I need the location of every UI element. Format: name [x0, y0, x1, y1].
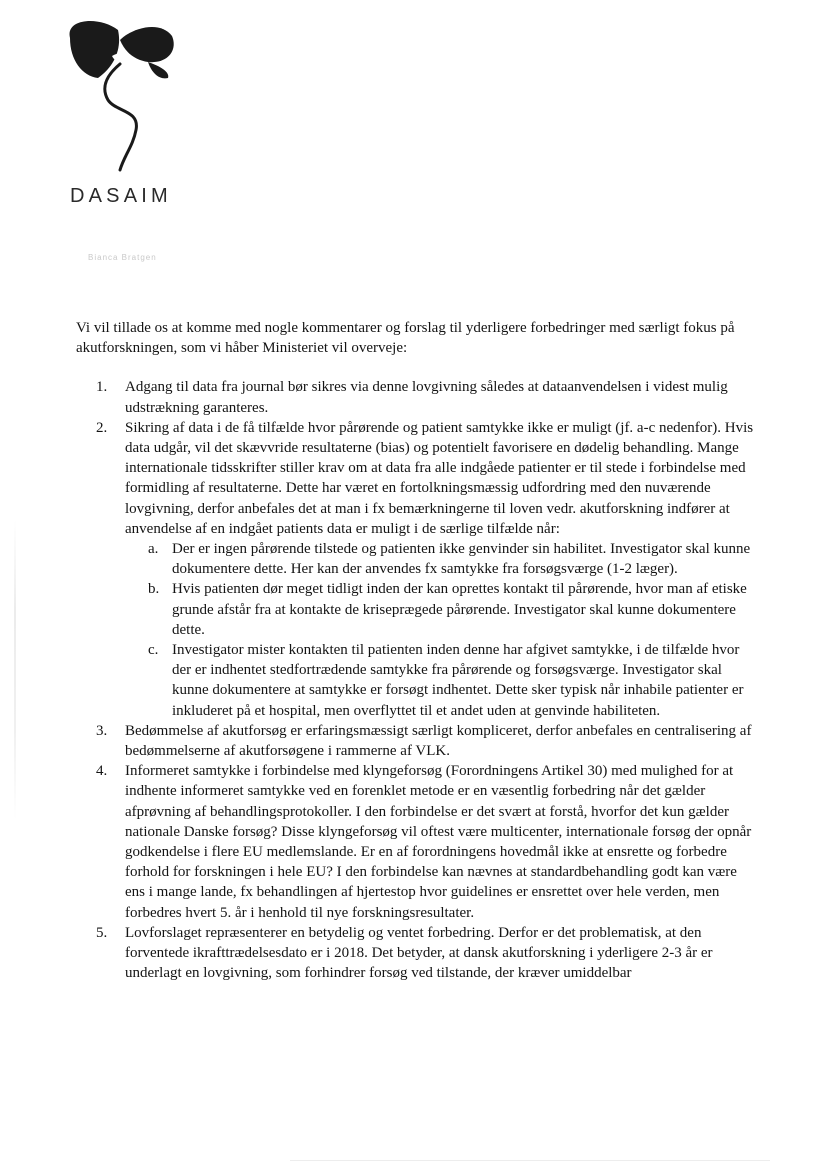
intro-paragraph: Vi vil tillade os at komme med nogle kommentarer og forslag til yderligere forbedringer med særligt fokus på akutforskningen, som vi håber Ministeriet vil overveje:: [76, 320, 735, 357]
sub-item-text: Hvis patienten dør meget tidligt inden der kan oprettes kontakt til pårørende, hvor man af etiske grunde afstår fra at kontakte de kriseprægede pårørende. Investigator skal kunne dokumentere dette.: [172, 581, 747, 638]
list-item: [76, 418, 756, 721]
list-item: [76, 761, 756, 923]
sub-list: [125, 539, 756, 721]
item-number: 5.: [96, 924, 108, 941]
scan-edge-line: [290, 1160, 770, 1161]
list-item: [76, 923, 756, 984]
sub-item-text: Investigator mister kontakten til patienten inden denne har afgivet samtykke, i de tilfælde hvor der er indhentet stedfortrædende samtykke fra pårørende og forsøgsværge. Investigator skal kunne dokumentere at samtykke er forsøgt indhentet. Dette sker typisk når inhabile patienter er inkluderet på et hospital, men overflyttet til et andet uden at genvinde habiliteten.: [172, 642, 744, 719]
item-text: Lovforslaget repræsenterer en betydelig og ventet forbedring. Derfor er det problematisk, at den forventede ikrafttrædelsesdato er i 2018. Det betyder, at dansk akutforskning i yderligere 2-3 år er underlagt en lovgivning, som forhindrer forsøg ved tilstande, der kræver umiddelbar: [125, 924, 713, 982]
sub-item-letter: a.: [148, 541, 159, 558]
item-number: 3.: [96, 722, 108, 739]
item-text: Adgang til data fra journal bør sikres via denne lovgivning således at dataanvendelsen i videst mulig udstrækning garanteres.: [125, 379, 728, 416]
logo-wordmark: DASAIM: [70, 185, 172, 207]
item-text: Bedømmelse af akutforsøg er erfaringsmæssigt særligt kompliceret, derfor anbefales en centralisering af bedømmelserne af akutforsøgene i rammerne af VLK.: [125, 722, 752, 760]
sub-list-item: [125, 539, 756, 579]
item-number: 4.: [96, 763, 108, 780]
item-text: Sikring af data i de få tilfælde hvor pårørende og patient samtykke ikke er muligt (jf. a-c nedenfor). Hvis data udgår, vil det skævvride resultaterne (bias) og potentielt favorisere en dødelig behandling. Mange internationale tidsskrifter stiller krav om at data fra alle indgåede patienter er til stede i forbindelse med formidling af resultaterne. Dette har været en fortolkningsmæssig udfordring med den nuværende lovgivning, derfor anbefales det at man i fx bemærkningerne til loven vedr. akutforskning indfører at anvendelse af en indgået patients data er muligt i de særlige tilfælde når:: [125, 419, 754, 537]
list-item: [76, 377, 756, 417]
sub-list-item: [125, 579, 756, 640]
item-number: 2.: [96, 419, 108, 436]
sub-list-item: [125, 640, 756, 721]
scan-artifact: [14, 520, 16, 820]
faint-scan-text: Bianca Bratgen: [88, 253, 157, 262]
recommendation-list: [76, 377, 756, 983]
list-item: [76, 721, 756, 761]
flower-logo-icon: [60, 18, 195, 178]
letter-body: [76, 318, 756, 984]
item-text: Informeret samtykke i forbindelse med klyngeforsøg (Forordningens Artikel 30) med mulighed for at indhente informeret samtykke ved en forenklet metode er en væsentlig forbedring når det gælder afprøvning af behandlingsprotokoller. I den forbindelse er det svært at forstå, hvorfor det kun gælder nationale Danske forsøg? Disse klyngeforsøg vil oftest være multicenter, internationale forsøg der opnår godkendelse i flere EU medlemslande. Er en af forordningens hovedmål ikke at ensrette og forbedre forhold for forskningen i hele EU? I den forbindelse kan nævnes at standardbehandling godt kan være ens i mange lande, fx behandlingen af hjertestop hvor guidelines er ensrettet over hele verden, men forbedres hvert 5. år i henhold til nye forskningsresultater.: [125, 763, 752, 921]
sub-item-text: Der er ingen pårørende tilstede og patienten ikke genvinder sin habilitet. Investigator skal kunne dokumentere dette. Her kan der anvendes fx samtykke fra forsøgsværge (1-2 læger).: [172, 541, 751, 578]
sub-item-letter: b.: [148, 581, 160, 598]
sub-item-letter: c.: [148, 642, 159, 659]
item-number: 1.: [96, 379, 108, 396]
